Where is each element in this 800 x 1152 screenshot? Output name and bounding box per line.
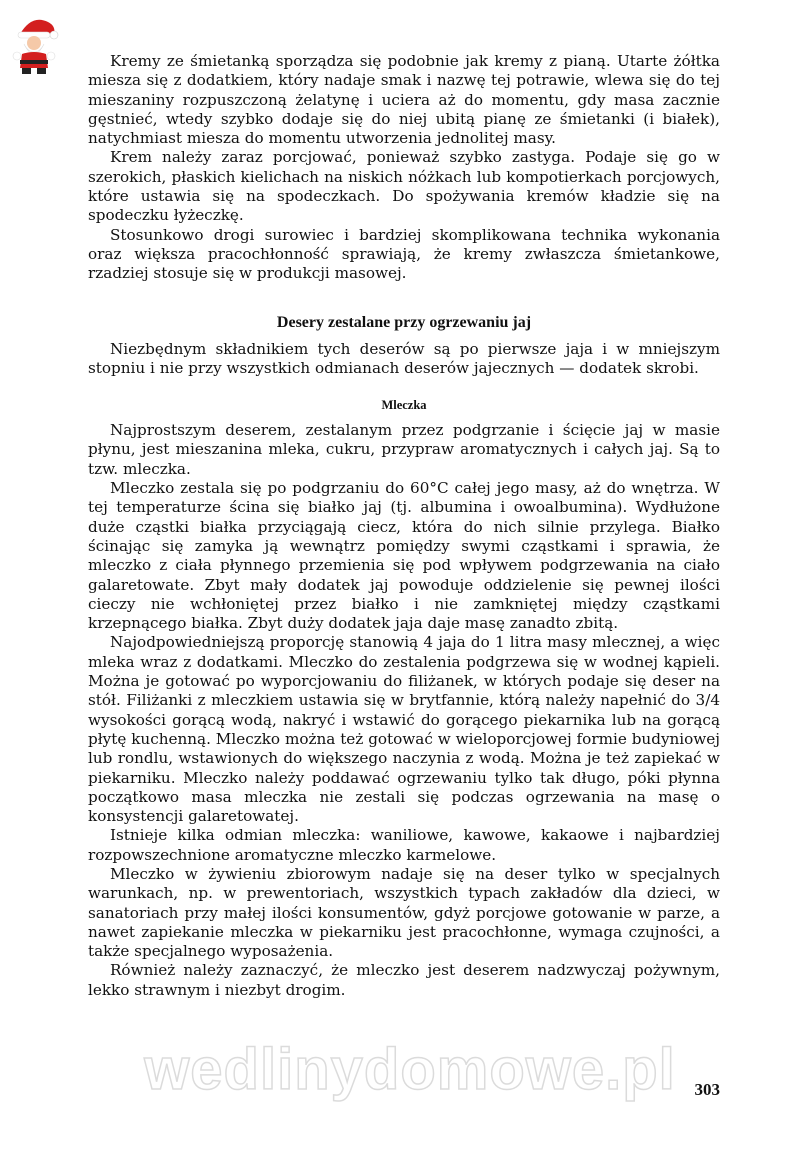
paragraph: Istnieje kilka odmian mleczka: waniliowe, kawowe, kakaowe i najbardziej rozpowszechnione aromatyczne mleczko karmelowe.: [88, 826, 720, 864]
paragraph: Najprostszym deserem, zestalanym przez podgrzanie i ścięcie jaj w masie płynu, jest mieszanina mleka, cukru, przypraw aromatycznych i całych jaj. Są to tzw. mleczka.: [88, 421, 720, 478]
paragraph: Mleczko w żywieniu zbiorowym nadaje się na deser tylko w specjalnych warunkach, np. w prewentoriach, wszystkich typach zakładów dla dzieci, w sanatoriach przy małej ilości konsumentów, gdyż porcjowe gotowanie w parze, a nawet zapiekanie mleczka w piekarniku jest pracochłonne, wymaga czujności, a także specjalnego wyposażenia.: [88, 864, 720, 961]
paragraph: Również należy zaznaczyć, że mleczko jest deserem nadzwyczaj pożywnym, lekko strawnym i niezbyt drogim.: [88, 961, 720, 999]
paragraph: Najodpowiedniejszą proporcję stanowią 4 jaja do 1 litra masy mlecznej, a więc mleka wraz z dodatkami. Mleczko do zestalenia podgrzewa się w wodnej kąpieli. Można je gotować po wyporcjowaniu do filiżanek, w których podaje się deser na stół. Filiżanki z mleczkiem ustawia się w brytfannie, którą należy napełnić do 3/4 wysokości gorącą wodą, nakryć i wstawić do gorącego piekarnika lub na gorącą płytę kuchenną. Mleczko można też gotować w wieloporcjowej formie budyniowej lub rondlu, wstawionych do większego naczynia z wodą. Można je też zapiekać w piekarniku. Mleczko należy poddawać ogrzewaniu tylko tak długo, póki płynna początkowo masa mleczka nie zestali się podczas ogrzewania na masę o konsystencji galaretowatej.: [88, 633, 720, 826]
section-heading: Desery zestalane przy ogrzewaniu jaj: [276, 313, 532, 331]
paragraph: Krem należy zaraz porcjować, ponieważ szybko zastyga. Podaje się go w szerokich, płaskich kielichach na niskich nóżkach lub kompotierkach porcjowych, które ustawia się na spodeczkach. Do spożywania kremów kładzie się na spodeczku łyżeczkę.: [88, 148, 720, 225]
page-content: [88, 52, 720, 1000]
paragraph: Mleczko zestala się po podgrzaniu do 60°C całej jego masy, aż do wnętrza. W tej temperaturze ścina się białko jaj (tj. albumina i owoalbumina). Wydłużone duże cząstki białka przyciągają ciecz, która do nich silnie przylega. Białko ścinając się zamyka ją wewnątrz pomiędzy swymi cząstkami i sprawia, że mleczko z ciała płynnego przemienia się pod wpływem podgrzewania na ciało galaretowate. Zbyt mały dodatek jaj powoduje oddzielenie się pewnej ilości cieczy nie wchłoniętej przez białko i nie zamkniętej między cząstkami krzepnącego białka. Zbyt duży dodatek jaja daje masę zanadto zbitą.: [88, 479, 720, 633]
watermark: wedlinydomowe.pl: [144, 1037, 676, 1102]
santa-claus-icon: [10, 12, 60, 76]
paragraph: Stosunkowo drogi surowiec i bardziej skomplikowana technika wykonania oraz większa pracochłonność sprawiają, że kremy zwłaszcza śmietankowe, rzadziej stosuje się w produkcji masowej.: [88, 225, 720, 283]
paragraph: Kremy ze śmietanką sporządza się podobnie jak kremy z pianą. Utarte żółtka miesza się z dodatkiem, który nadaje smak i nazwę tej potrawie, wlewa się do tej mieszaniny rozpuszczoną żelatynę i uciera aż do momentu, gdy masa zacznie gęstnieć, wtedy szybko dodaje się do niej ubitą pianę ze śmietanki (i białek), natychmiast miesza do momentu utworzenia jednolitej masy.: [88, 52, 720, 148]
page-number: 303: [694, 1080, 720, 1099]
subsection-heading: Mleczka: [381, 398, 427, 413]
paragraph: Niezbędnym składnikiem tych deserów są po pierwsze jaja i w mniejszym stopniu i nie przy wszystkich odmianach deserów jajecznych — dodatek skrobi.: [88, 339, 720, 377]
